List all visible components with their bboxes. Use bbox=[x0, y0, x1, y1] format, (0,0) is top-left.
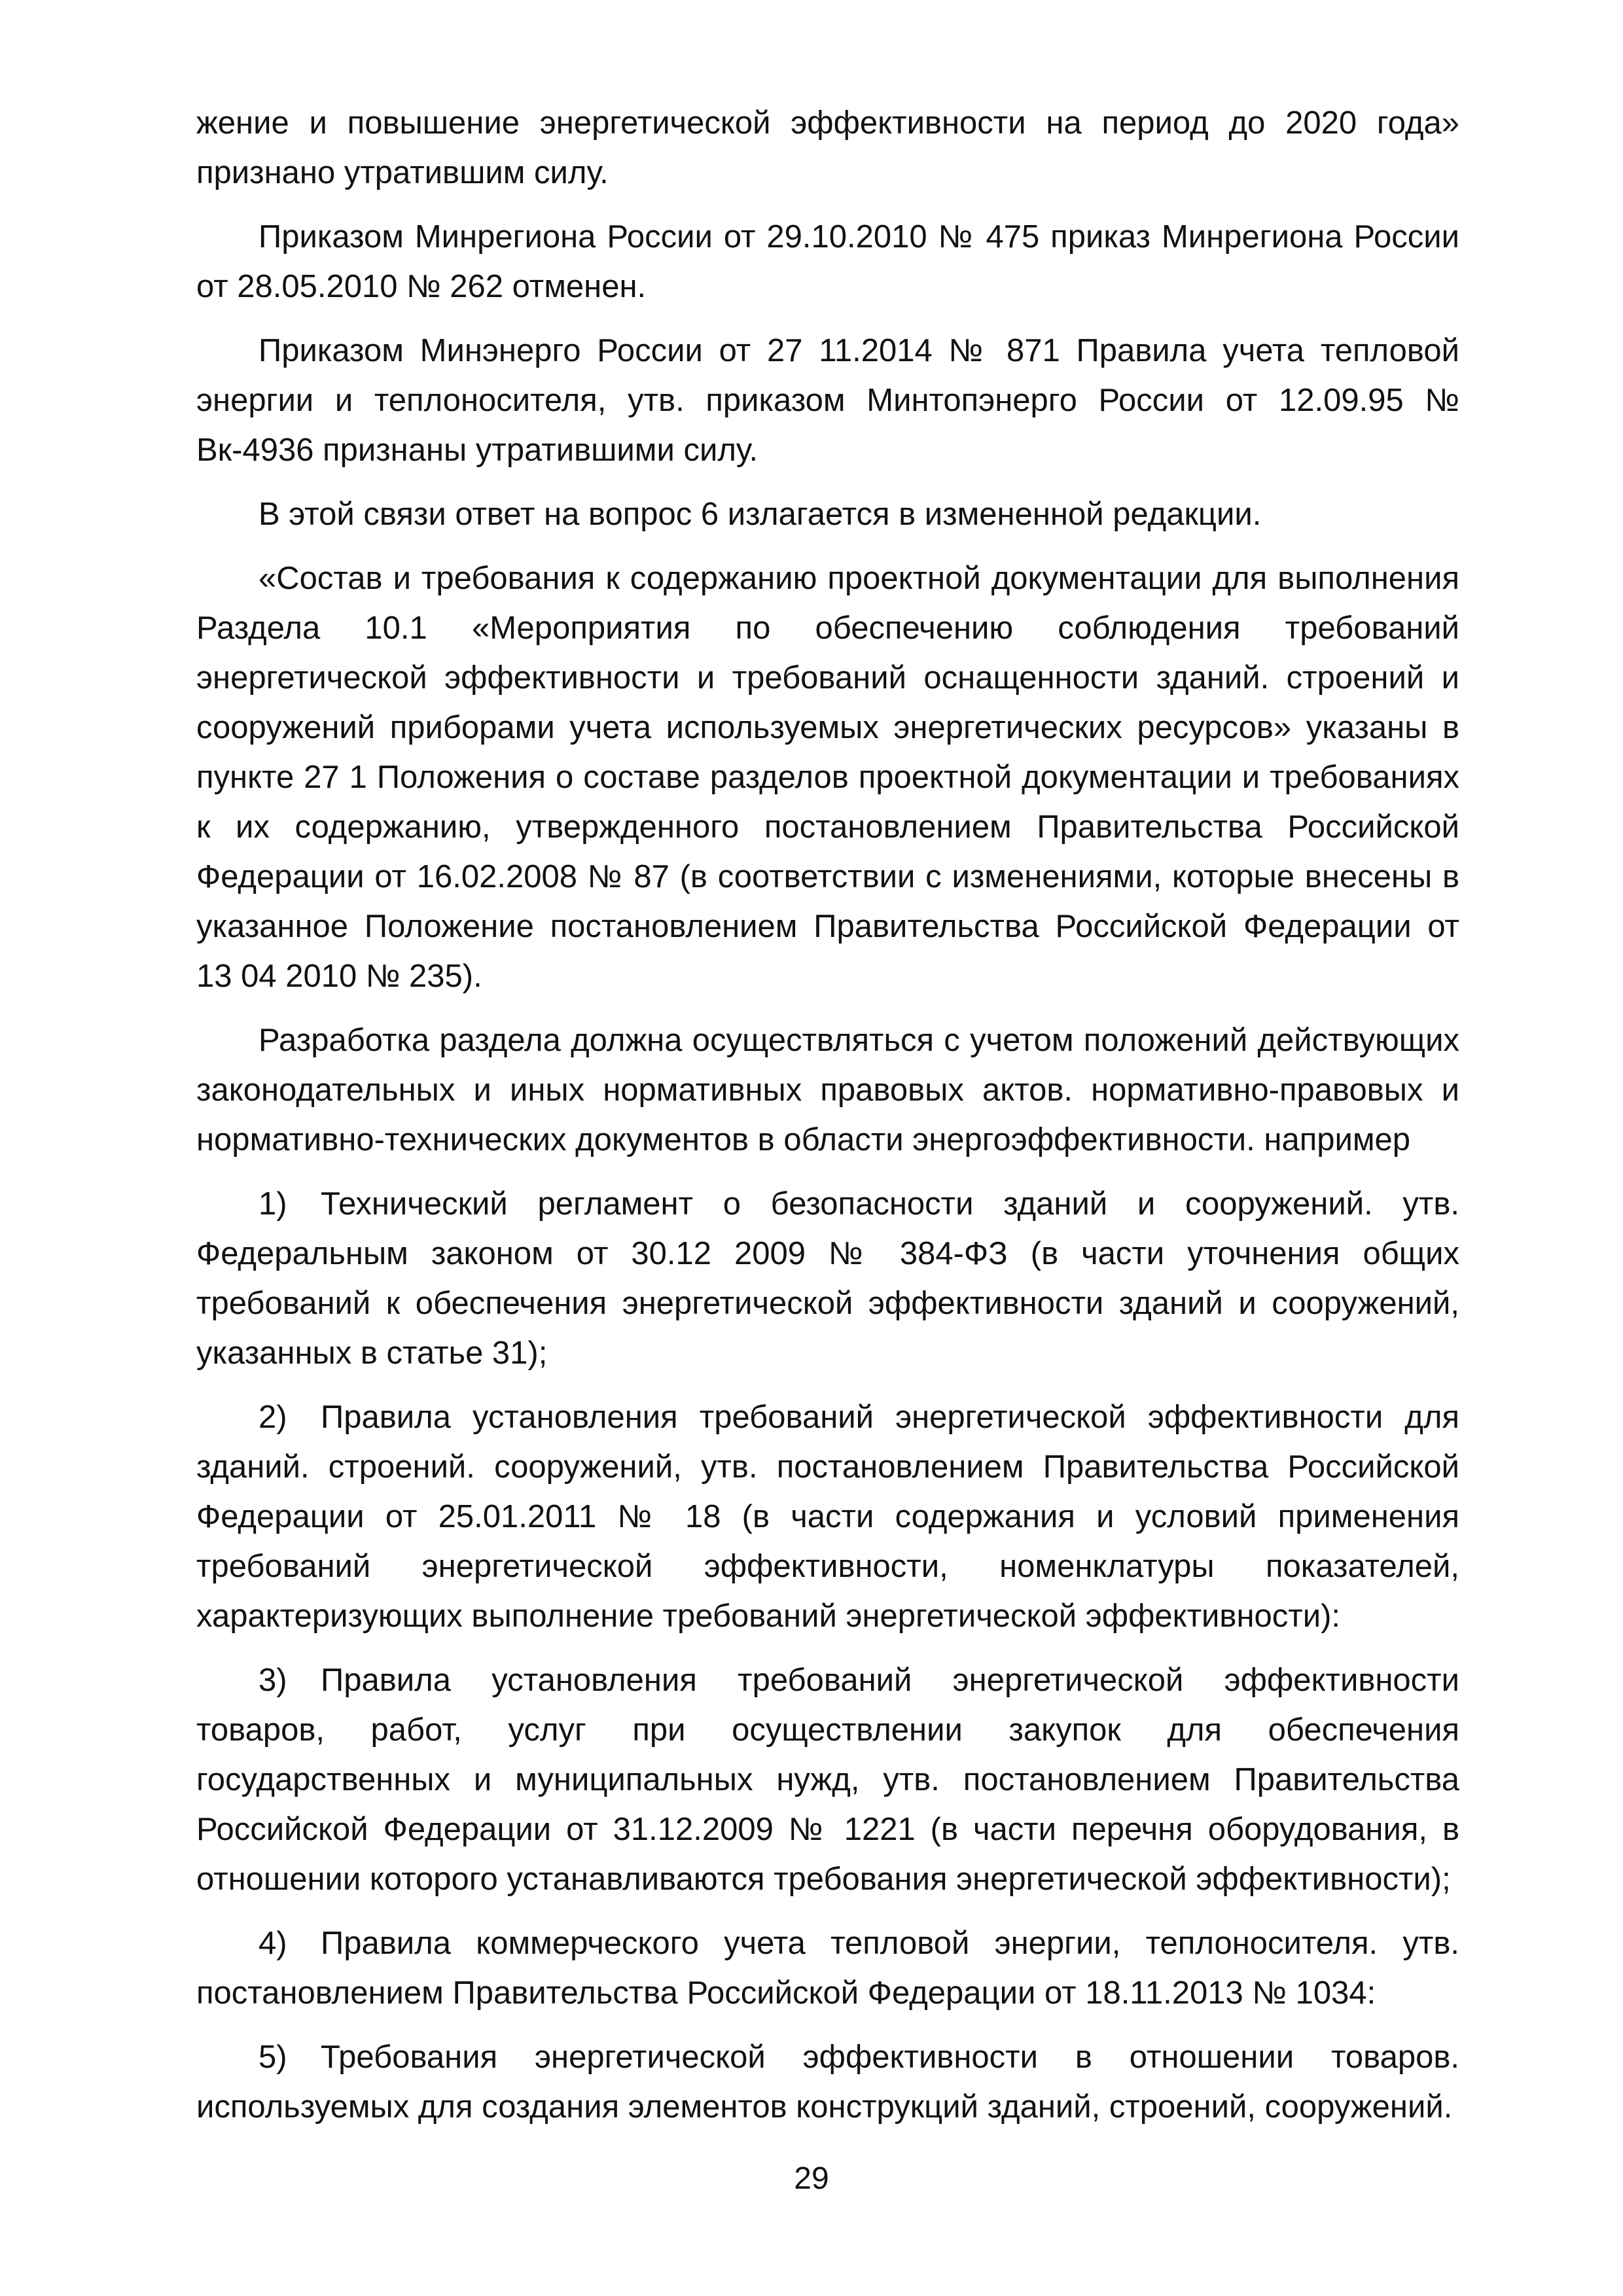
paragraph-order-475: Приказом Минрегиона России от 29.10.2010 № 475 приказ Минрегиона России от 28.05.2010 № 262 отменен. bbox=[196, 219, 1459, 304]
paragraph-order-871: Приказом Минэнерго России от 27 11.2014 № 871 Правила учета тепловой энергии и теплоносителя, утв. приказом Минтопэнерго России от 12.09.95 № Вк-4936 признаны утратившими силу. bbox=[196, 333, 1459, 468]
list-item bbox=[196, 1392, 1459, 1641]
paragraph-continuation: жение и повышение энергетической эффективности на период до 2020 года» признано утратившим силу. bbox=[196, 105, 1459, 190]
paragraph-development: Разработка раздела должна осуществляться с учетом положений действующих законодательных и иных нормативных правовых актов. нормативно-правовых и нормативно-технических документов в области энергоэффективности. например bbox=[196, 1023, 1459, 1157]
list-item-text: Технический регламент о безопасности зданий и сооружений. утв. Федеральным законом от 30.12 2009 № 384-ФЗ (в части уточнения общих требований к обеспечения энергетической эффективности зданий и сооружений, указанных в статье 31); bbox=[196, 1186, 1459, 1371]
list-item-text: Требования энергетической эффективности в отношении товаров. используемых для создания элементов конструкций зданий, строений, сооружений. bbox=[196, 2040, 1459, 2125]
list-item bbox=[196, 2032, 1459, 2132]
list-item bbox=[196, 1655, 1459, 1904]
list-item-text: Правила коммерческого учета тепловой энергии, теплоносителя. утв. постановлением Правительства Российской Федерации от 18.11.2013 № 1034: bbox=[196, 1926, 1459, 2011]
list-item-number: 5) bbox=[259, 2040, 287, 2075]
page-number: 29 bbox=[794, 2161, 829, 2196]
list-item-number: 2) bbox=[259, 1400, 287, 1435]
list-item-number: 3) bbox=[259, 1663, 287, 1698]
paragraph-revised-answer: В этой связи ответ на вопрос 6 излагается в измененной редакции. bbox=[259, 497, 1262, 532]
list-item-text: Правила установления требований энергетической эффективности товаров, работ, услуг при осуществлении закупок для обеспечения государственных и муниципальных нужд, утв. постановлением Правительства Российской Федерации от 31.12.2009 № 1221 (в части перечня оборудования, в отношении которого устанавливаются требования энергетической эффективности); bbox=[196, 1663, 1459, 1897]
paragraph-section-10-1: «Состав и требования к содержанию проектной документации для выполнения Раздела 10.1 «Мероприятия по обеспечению соблюдения требований энергетической эффективности и требований оснащенности зданий. строений и сооружений приборами учета используемых энергетических ресурсов» указаны в пункте 27 1 Положения о составе разделов проектной документации и требованиях к их содержанию, утвержденного постановлением Правительства Российской Федерации от 16.02.2008 № 87 (в соответствии с изменениями, которые внесены в указанное Положение постановлением Правительства Российской Федерации от 13 04 2010 № 235). bbox=[196, 561, 1459, 994]
list-item-number: 4) bbox=[259, 1926, 287, 1961]
list-item bbox=[196, 1179, 1459, 1378]
list-item-number: 1) bbox=[259, 1186, 287, 1222]
list-item bbox=[196, 1918, 1459, 2018]
list-item-text: Правила установления требований энергетической эффективности для зданий. строений. сооружений, утв. постановлением Правительства Российской Федерации от 25.01.2011 № 18 (в части содержания и условий применения требований энергетической эффективности, номенклатуры показателей, характеризующих выполнение требований энергетической эффективности): bbox=[196, 1400, 1459, 1634]
document-body bbox=[196, 98, 1459, 2146]
